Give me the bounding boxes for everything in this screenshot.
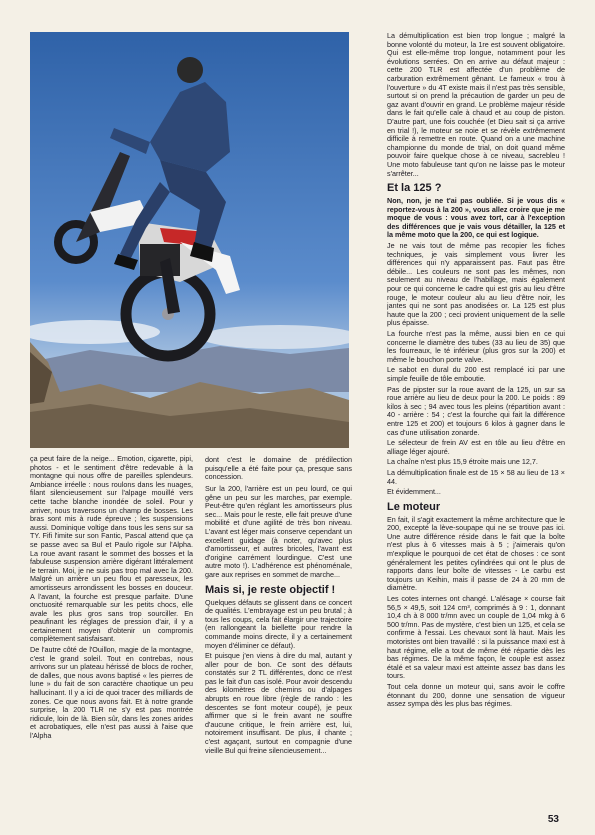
paragraph: De l'autre côté de l'Ouillon, magie de la montagne, c'est le grand soleil. Tout en contrebas, nous arrivons sur un plateau hérissé de blocs de rocher, de dalles, que nous avons baptisé « les pierres de lune » du fait de son caractère chaotique un peu hallucinant. Il y a ici de quoi tracer des milliards de zones. Ce que nous avons fait. Et à notre grande surprise, la 200 TLR ne s'y est pas montrée ridicule, loin de là. Bien sûr, dans les zones arides et acrobatiques, elle n'est pas aussi à l'aise que l'Alpha — [30, 645, 193, 740]
paragraph: La fourche n'est pas la même, aussi bien en ce qui concerne le diamètre des tubes (33 au lieu de 35) que les fourreaux, le té inférieur (plus gros sur la 200) et même le bouchon porte valve. — [387, 329, 565, 364]
paragraph: Tout cela donne un moteur qui, sans avoir le coffre étonnant du 200, donne une sensation de vigueur assez sympa dès les plus bas régimes. — [387, 681, 565, 709]
paragraph: Le sabot en dural du 200 est remplacé ici par une simple feuille de tôle emboutie. — [387, 365, 565, 383]
paragraph: Quelques défauts se glissent dans ce concert de qualités. L'embrayage est un peu brutal ; à tous les coups, cela fait élargir une trajectoire (en rallongeant la biellette pour rendre la commande moins directe, il y a certainement moyen d'éliminer ce défaut). — [205, 597, 352, 650]
article-column-middle — [205, 485, 352, 810]
article-column-left — [30, 455, 193, 810]
paragraph: Et puisque j'en viens à dire du mal, autant y aller pour de bon. Ce sont des défauts constatés sur 2 TL différentes, donc ce n'est pas le fait d'un cas isolé. Pour avoir descendu des kilomètres de chemins ou d'alpages abrupts en roue libre (règle de rando : les descentes se font moteur coupé), je peux affirmer que si le frein avant ne souffre d'aucune critique, le frein arrière est, lui, notoirement insuffisant. De plus, il chante ; c'est agaçant, surtout en compagnie d'une vieille Bul qui freine silencieusement... — [205, 651, 352, 755]
trial-rider-photo — [30, 32, 349, 448]
paragraph: En fait, il s'agit exactement la même architecture que le 200, excepté la lève-soupape qui ne se trouve pas ici. Une autre différence réside dans le fait que la boîte n'est plus à 6 vitesses mais à 5 ; j'aimerais qu'on m'explique le pourquoi de cet état de choses : ce sont généralement les petites cylindrées qui ont le plus de rapports dans leur boîte de vitesses - Le carbu est toujours un Keihin, mais il passe de 24 à 20 mm de diamètre. — [387, 514, 565, 593]
paragraph: La chaîne n'est plus 15,9 étroite mais une 12,7. — [387, 457, 538, 467]
paragraph: La démultiplication est bien trop longue ; malgré la bonne volonté du moteur, la 1re est souvent obligatoire. Qui est elle-même trop longue, notamment pour les évolutions serrées. On en arrive au défaut majeur : cette 200 TLR est affectée d'un problème de carburation extrêmement gênant. Le fameux « trou à l'ouverture » du 4T existe mais il n'est pas très sensible, surtout si on prend la précaution de garder un peu de gaz avant d'ouvrir en grand. Le problème majeur réside dans le fait qu'elle cale à chaud et au coup de piston. D'autre part, une fois couchée (et Dieu sait si ça arrive en trial !), le moteur se noie et se révèle extrêmement difficile à remettre en route. Quand on a une machine championne du monde de trial, on doit quand même pouvoir faire quelque chose à ce niveau, sacrebleu ! Une moto fabuleuse tant qu'on ne laisse pas le moteur s'arrêter... — [387, 32, 565, 178]
paragraph: Et évidemment... — [387, 487, 441, 497]
lead-paragraph: Non, non, je ne t'ai pas oubliée. Si je vous dis « reportez-vous à la 200 », vous allez croire que je me moque de vous : vous avez tort, car à l'exception des différences que je vais vous détailler, la 125 et la même moto que la 200, ce qui est logique. — [387, 196, 565, 240]
section-heading: Le moteur — [387, 500, 441, 513]
paragraph: ça peut faire de la neige... Emotion, cigarette, pipi, photos - et le sentiment d'être redevable à la montagne qui nous offre de pareilles splendeurs. Ambiance irréelle : nous roulons dans les nuages, filant silencieusement sur l'alpage mouillé vers cette tache blanche inondée de soleil. Pour y arriver, nous traversons un champ de bosses. Les bras sont mis à rude épreuve ; les suspensions aussi. Dominique voltige dans tous les sens sur sa TY. Fifi l'imite sur son Fantic, Pascal attend que ça se passe avec sa Bul et Paulo rigole sur l'Alpha. La roue avant rasant le sommet des bosses et la fabuleuse suspension arrière digérant littéralement le terrain. Moi, je ne suis pas trop mal avec la 200. Malgré un arrière un peu flou et paresseux, les amortisseurs arrondissent les bosses en douceur. A l'avant, la fourche est presque parfaite. D'une onctuosité remarquable sur les petits chocs, elle avale les plus gros sans trop sourciller. En peaufinant les réglages de pression d'air, il y a certainement moyen d'obtenir un compromis complètement satisfaisant. — [30, 455, 193, 644]
article-column-middle-top — [205, 456, 352, 486]
section-heading: Et la 125 ? — [387, 182, 442, 195]
paragraph: Pas de pipster sur la roue avant de la 125, un sur sa roue arrière au lieu de deux pour la 200. Le poids : 89 kilos à sec ; 94 avec tous les pleins (répartition avant : 40 - arrière : 54 ; c'est la fourche qui fait la différence entre 125 et 200) et toujours 6 kilos à gagner dans le cas d'une utilisation zonarde. — [387, 384, 565, 437]
section-heading: Mais si, je reste objectif ! — [205, 583, 336, 596]
paragraph: Je ne vais tout de même pas recopier les fiches techniques, je vais simplement vous livrer les différences qui n'y apparaissent pas. Faut pas être débile... Les couleurs ne sont pas les mêmes, non seulement au niveau de l'habillage, mais également pour ce qui concerne le cadre qui est gris au lieu d'être rouge, le moteur couleur alu au lieu d'être noir, les jantes qui ne sont pas anodisées or. La 125 est plus haute que la 200 ; ceci provient uniquement de la selle plus épaisse. — [387, 241, 565, 328]
paragraph: Le sélecteur de frein AV est en tôle au lieu d'être en alliage léger ajouré. — [387, 438, 565, 456]
paragraph: Les cotes internes ont changé. L'alésage × course fait 56,5 × 49,5, soit 124 cm³, comprimés à 9 : 1, donnant 10,4 ch à 8 000 tr/mn avec un couple de 1,04 mkg à 6 500 tr/mn. Pas de mystère, c'est bien un 125, et cela se confirme à l'essai. Les chevaux sont là haut. Mais les motoristes ont bien travaillé : si la puissance maxi est à haut régime, elle a tout de même été répartie dès les bas régimes. De la même façon, le couple est assez étalé et sa valeur maxi est atteinte assez bas dans les tours. — [387, 594, 565, 681]
paragraph: La démultiplication finale est de 15 × 58 au lieu de 13 × 44. — [387, 467, 565, 486]
paragraph: dont c'est le domaine de prédilection puisqu'elle a été faite pour ça, presque sans concession. — [205, 456, 352, 482]
paragraph: Sur la 200, l'arrière est un peu lourd, ce qui gêne un peu sur les marches, par exemple. Peut-être qu'en réglant les amortisseurs plus sec... Mais pour le reste, elle fait preuve d'une mobilité et d'une agilité de très bon niveau. L'avant est léger mais conserve cependant un excellent guidage (à noter, qu'avec plus d'amortisseur, et autres bricoles, l'avant est d'origine carrément lourdingue. C'est une autre moto !). L'adhérence est phénoménale, gare aux reprises en sommet de marche... — [205, 485, 352, 579]
page-number: 53 — [547, 814, 559, 825]
article-column-right — [387, 32, 565, 807]
